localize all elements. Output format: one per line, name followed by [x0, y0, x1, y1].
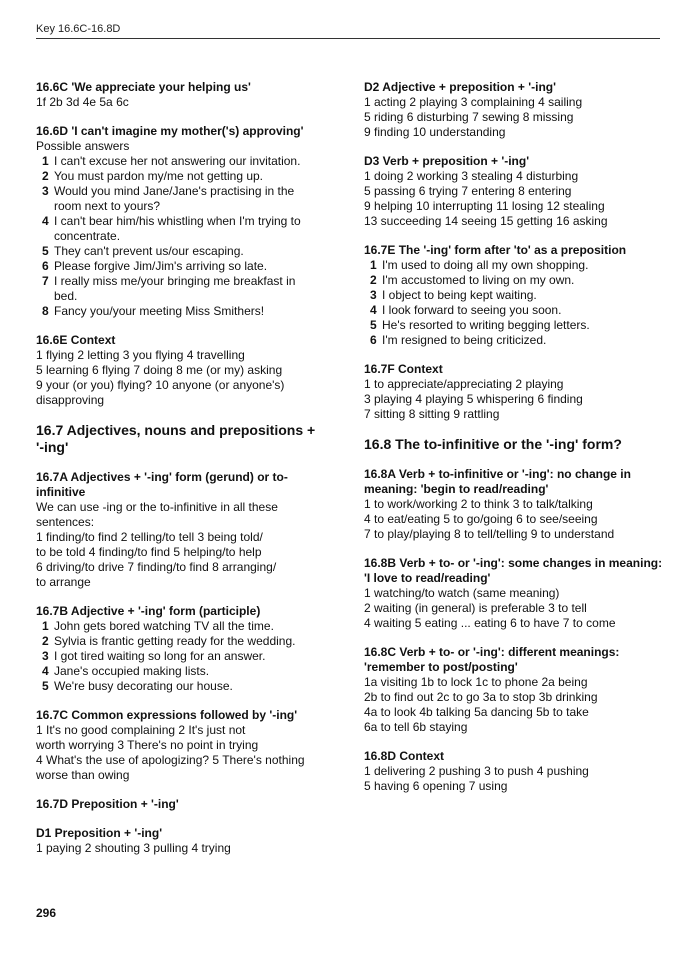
right-column	[364, 80, 664, 808]
section-16-8d	[364, 749, 664, 794]
answer-line: 5 passing 6 trying 7 entering 8 entering	[364, 184, 572, 198]
list-item: 4 I can't bear him/his whistling when I'm trying to concentrate.	[42, 214, 301, 243]
section-16-8a	[364, 467, 664, 542]
section-title: 16.8D Context	[364, 749, 445, 763]
answer-line: 6 driving/to drive 7 finding/to find 8 arranging/	[36, 560, 277, 574]
list-item: 1 John gets bored watching TV all the time.	[42, 619, 274, 633]
answer-line: 1 flying 2 letting 3 you flying 4 travelling	[36, 348, 245, 362]
section-16-6c	[36, 80, 318, 110]
page-number: 296	[36, 906, 57, 920]
section-d2	[364, 80, 664, 140]
list-item: 3 I got tired waiting so long for an answer.	[42, 649, 266, 663]
answer-line: 4 waiting 5 eating ... eating 6 to have 7 to come	[364, 616, 616, 630]
section-title: 16.6C 'We appreciate your helping us'	[36, 80, 251, 94]
section-16-7b	[36, 604, 318, 694]
list-item: 4 Jane's occupied making lists.	[42, 664, 210, 678]
answer-line: 4 What's the use of apologizing? 5 There's nothing	[36, 753, 305, 767]
list-item: 3 I object to being kept waiting.	[370, 288, 537, 302]
answer-line: 1 doing 2 working 3 stealing 4 disturbing	[364, 169, 579, 183]
section-16-7d	[36, 797, 318, 812]
list-item: 1 I'm used to doing all my own shopping.	[370, 258, 589, 272]
section-title: 16.7C Common expressions followed by '-ing'	[36, 708, 298, 722]
section-title: 16.7D Preposition + '-ing'	[36, 797, 179, 811]
answer-line: 1a visiting 1b to lock 1c to phone 2a being	[364, 675, 588, 689]
section-16-8b	[364, 556, 664, 631]
list-item: 7 I really miss me/your bringing me breakfast in bed.	[42, 274, 296, 303]
running-header: Key 16.6C-16.8D	[36, 23, 121, 35]
list-item: 5 We're busy decorating our house.	[42, 679, 233, 693]
list-item: 6 I'm resigned to being criticized.	[370, 333, 547, 347]
answer-list	[36, 619, 318, 694]
answer-line: 1 to appreciate/appreciating 2 playing	[364, 377, 564, 391]
answer-line: 3 playing 4 playing 5 whispering 6 finding	[364, 392, 583, 406]
answer-line: 9 your (or you) flying? 10 anyone (or anyone's)	[36, 378, 285, 392]
answer-line: 9 helping 10 interrupting 11 losing 12 stealing	[364, 199, 605, 213]
answer-line: We can use -ing or the to-infinitive in all these	[36, 500, 278, 514]
answer-line: worth worrying 3 There's no point in trying	[36, 738, 259, 752]
answer-line: worse than owing	[36, 768, 130, 782]
answer-line: 6a to tell 6b staying	[364, 720, 468, 734]
answer-line: 2b to find out 2c to go 3a to stop 3b drinking	[364, 690, 598, 704]
section-16-8c	[364, 645, 664, 735]
list-item: 1 I can't excuse her not answering our invitation.	[42, 154, 301, 168]
list-item: 2 I'm accustomed to living on my own.	[370, 273, 575, 287]
unit-heading: 16.8 The to-infinitive or the '-ing' form?	[364, 436, 622, 452]
answer-line: 2 waiting (in general) is preferable 3 to tell	[364, 601, 587, 615]
section-16-7f	[364, 362, 664, 422]
list-item: 8 Fancy you/your meeting Miss Smithers!	[42, 304, 265, 318]
answer-line: 1f 2b 3d 4e 5a 6c	[36, 95, 129, 109]
answer-line: 13 succeeding 14 seeing 15 getting 16 asking	[364, 214, 608, 228]
unit-heading: 16.7 Adjectives, nouns and prepositions + '-ing'	[36, 422, 316, 455]
answer-line: 1 delivering 2 pushing 3 to push 4 pushing	[364, 764, 589, 778]
answer-line: 5 learning 6 flying 7 doing 8 me (or my) asking	[36, 363, 283, 377]
section-title: 16.7F Context	[364, 362, 443, 376]
answer-line: disapproving	[36, 393, 105, 407]
list-item: 2 Sylvia is frantic getting ready for the wedding.	[42, 634, 296, 648]
answer-line: 1 to work/working 2 to think 3 to talk/talking	[364, 497, 593, 511]
answer-line: 1 It's no good complaining 2 It's just not	[36, 723, 246, 737]
answer-line: 5 riding 6 disturbing 7 sewing 8 missing	[364, 110, 574, 124]
section-d3	[364, 154, 664, 229]
answer-list	[36, 154, 318, 319]
answer-line: sentences:	[36, 515, 95, 529]
section-title: 16.7B Adjective + '-ing' form (participle)	[36, 604, 261, 618]
section-16-7c	[36, 708, 318, 783]
list-item: 6 Please forgive Jim/Jim's arriving so late.	[42, 259, 268, 273]
section-title: 16.7A Adjectives + '-ing' form (gerund) or to-infinitive	[36, 470, 288, 499]
section-title: 16.8B Verb + to- or '-ing': some changes in meaning: 'I love to read/reading'	[364, 556, 663, 585]
section-title: D1 Preposition + '-ing'	[36, 826, 163, 840]
answer-line: 7 to play/playing 8 to tell/telling 9 to understand	[364, 527, 615, 541]
answer-line: 7 sitting 8 sitting 9 rattling	[364, 407, 500, 421]
section-title: 16.8A Verb + to-infinitive or '-ing': no change in meaning: 'begin to read/reading'	[364, 467, 631, 496]
answer-line: 1 paying 2 shouting 3 pulling 4 trying	[36, 841, 231, 855]
answer-line: 4 to eat/eating 5 to go/going 6 to see/seeing	[364, 512, 598, 526]
section-d1	[36, 826, 318, 856]
list-item: 5 They can't prevent us/our escaping.	[42, 244, 244, 258]
intro-text: Possible answers	[36, 139, 130, 153]
section-16-6e	[36, 333, 318, 408]
list-item: 3 Would you mind Jane/Jane's practising in the room next to yours?	[42, 184, 295, 213]
answer-line: 9 finding 10 understanding	[364, 125, 506, 139]
answer-line: 5 having 6 opening 7 using	[364, 779, 508, 793]
left-column	[36, 80, 318, 870]
answer-line: 4a to look 4b talking 5a dancing 5b to take	[364, 705, 589, 719]
answer-line: 1 acting 2 playing 3 complaining 4 sailing	[364, 95, 583, 109]
list-item: 4 I look forward to seeing you soon.	[370, 303, 562, 317]
section-title: 16.6E Context	[36, 333, 116, 347]
section-title: D3 Verb + preposition + '-ing'	[364, 154, 530, 168]
answer-line: to be told 4 finding/to find 5 helping/to help	[36, 545, 262, 559]
answer-line: to arrange	[36, 575, 91, 589]
answer-line: 1 watching/to watch (same meaning)	[364, 586, 560, 600]
section-16-7e	[364, 243, 664, 348]
section-title: D2 Adjective + preposition + '-ing'	[364, 80, 556, 94]
answer-line: 1 finding/to find 2 telling/to tell 3 being told/	[36, 530, 263, 544]
section-title: 16.6D 'I can't imagine my mother('s) approving'	[36, 124, 304, 138]
section-16-6d	[36, 124, 318, 319]
section-title: 16.7E The '-ing' form after 'to' as a preposition	[364, 243, 627, 257]
section-title: 16.8C Verb + to- or '-ing': different meanings: 'remember to post/posting'	[364, 645, 620, 674]
header-rule	[36, 38, 660, 39]
list-item: 2 You must pardon my/me not getting up.	[42, 169, 264, 183]
answer-list	[364, 258, 664, 348]
section-16-7a	[36, 470, 318, 590]
list-item: 5 He's resorted to writing begging letters.	[370, 318, 590, 332]
